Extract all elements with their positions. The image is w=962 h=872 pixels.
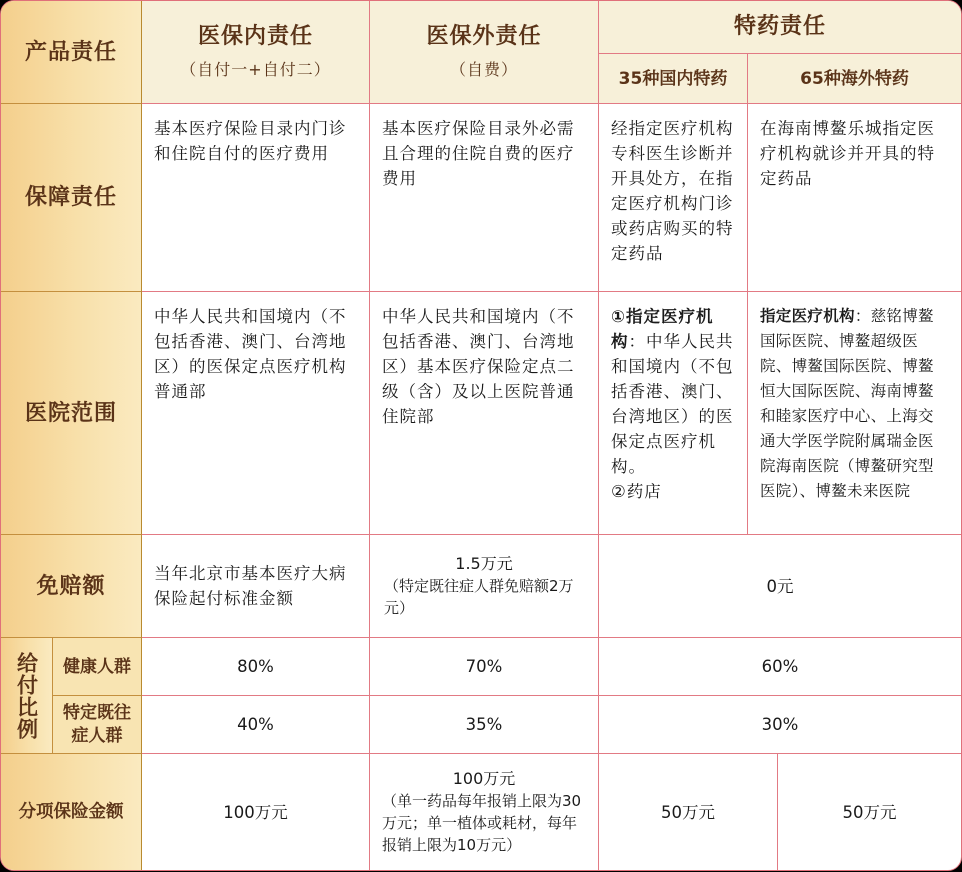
hospital-domestic-desc: ：中华人民共和国境内（不包括香港、澳门、台湾地区）的医保定点医疗机构。 — [611, 332, 734, 476]
hospital-label-cell — [1, 292, 142, 535]
coverage-label-cell — [1, 104, 142, 292]
inner-subtitle: （自付一+自付二） — [180, 60, 331, 79]
hospital-domestic-pharmacy: ②药店 — [611, 482, 662, 501]
deductible-outer-note: （特定既往症人群免赔额2万元） — [384, 577, 574, 617]
ratio-label-cell — [1, 638, 53, 754]
healthy-drug: 60% — [599, 638, 961, 696]
sum-insured-outer-amount: 100万元 — [452, 769, 516, 788]
coverage-label: 保障责任 — [24, 185, 117, 210]
outer-insurance-header — [370, 1, 599, 104]
deductible-outer-amount: 1.5万元 — [455, 554, 513, 573]
deductible-label-cell — [1, 535, 142, 638]
sum-insured-outer — [370, 754, 599, 870]
sum-insured-inner: 100万元 — [142, 754, 370, 870]
outer-title: 医保外责任 — [426, 24, 542, 49]
sum-insured-domestic: 50万元 — [599, 754, 778, 870]
deductible-label: 免赔额 — [36, 573, 106, 599]
healthy-label-cell — [53, 638, 142, 696]
special-drug-header — [599, 1, 961, 54]
deductible-drug-amount: 0元 — [766, 576, 794, 596]
preexisting-outer: 35% — [370, 696, 599, 754]
inner-title: 医保内责任 — [197, 24, 313, 49]
preexisting-label-cell — [53, 696, 142, 754]
deductible-outer — [370, 535, 599, 638]
ratio-label: 给付比例 — [14, 651, 39, 740]
hospital-label: 医院范围 — [24, 400, 117, 426]
hospital-domestic — [599, 292, 748, 535]
hospital-domestic-designated: ①指定医疗机构 — [611, 307, 714, 351]
hospital-overseas-desc: ：慈铭博鳌国际医院、博鳌超级医院、博鳌国际医院、博鳌恒大国际医院、海南博鳌和睦家医疗中心、上海交通大学医学院附属瑞金医院海南医院（博鳌研究型医院）、博鳌未来医院 — [760, 307, 934, 500]
hospital-overseas-designated: 指定医疗机构 — [760, 307, 855, 325]
healthy-label: 健康人群 — [63, 656, 131, 677]
inner-insurance-header — [142, 1, 370, 104]
coverage-overseas: 在海南博鳌乐城指定医疗机构就诊并开具的特定药品 — [748, 104, 961, 292]
preexisting-label: 特定既往症人群 — [63, 702, 131, 746]
hospital-inner: 中华人民共和国境内（不包括香港、澳门、台湾地区）的医保定点医疗机构普通部 — [142, 292, 370, 535]
domestic-drug-title: 35种国内特药 — [618, 68, 728, 89]
sum-insured-label: 分项保险金额 — [18, 801, 124, 822]
overseas-drug-header — [748, 54, 961, 104]
coverage-domestic: 经指定医疗机构专科医生诊断并开具处方，在指定医疗机构门诊或药店购买的特定药品 — [599, 104, 748, 292]
product-responsibility-header — [1, 1, 142, 104]
coverage-outer: 基本医疗保险目录外必需且合理的住院自费的医疗费用 — [370, 104, 599, 292]
preexisting-inner: 40% — [142, 696, 370, 754]
hospital-outer: 中华人民共和国境内（不包括香港、澳门、台湾地区）基本医疗保险定点二级（含）及以上医院普通住院部 — [370, 292, 599, 535]
coverage-inner: 基本医疗保险目录内门诊和住院自付的医疗费用 — [142, 104, 370, 292]
sum-insured-label-cell — [1, 754, 142, 870]
overseas-drug-title: 65种海外特药 — [800, 68, 909, 89]
healthy-outer: 70% — [370, 638, 599, 696]
preexisting-drug: 30% — [599, 696, 961, 754]
product-label: 产品责任 — [24, 39, 117, 65]
sum-insured-outer-note: （单一药品每年报销上限为30万元；单一植体或耗材，每年报销上限为10万元） — [382, 792, 582, 854]
drug-title: 特药责任 — [733, 14, 826, 39]
domestic-drug-header — [599, 54, 748, 104]
sum-insured-overseas: 50万元 — [842, 802, 897, 822]
hospital-overseas — [748, 292, 961, 535]
deductible-drug — [599, 535, 961, 638]
outer-subtitle: （自费） — [449, 60, 518, 79]
healthy-inner: 80% — [142, 638, 370, 696]
deductible-inner: 当年北京市基本医疗大病保险起付标准金额 — [142, 535, 370, 638]
